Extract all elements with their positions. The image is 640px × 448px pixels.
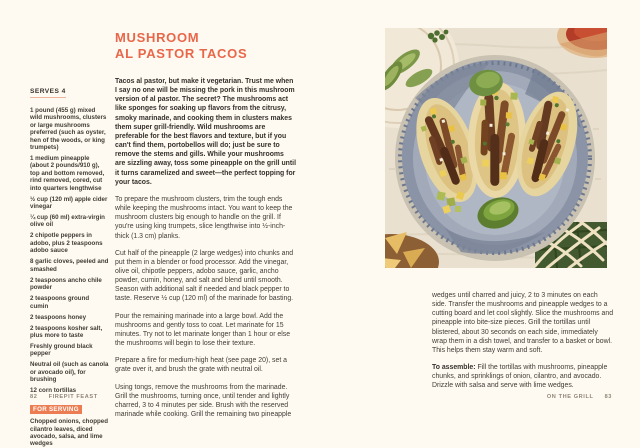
ingredient-item: ½ cup (120 ml) apple cider vinegar [30,195,108,211]
recipe-step: Cut half of the pineapple (2 large wedges) into chunks and put them in a blender or food processor. Add the vinegar, olive oil, chipotle peppers, adobo sauce, garlic, ancho powder, cumin, honey, and salt and blend until smooth. Season with additional salt if needed and black pepper to taste. Reserve ½ cup (120 ml) of the marinade for basting. [115,249,294,303]
for-serving-items: Chopped onions, chopped cilantro leaves, diced avocado, salsa, and lime wedges [30,418,109,448]
ingredient-item: 1 pound (455 g) mixed wild mushrooms, clusters or large mushrooms preferred (such as oyster, hen of the woods, or king trumpets) [30,107,107,152]
ingredient-item: 2 chipotle peppers in adobo, plus 2 teaspoons adobo sauce [30,232,103,255]
recipe-step: Prepare a fire for medium-high heat (see page 20), set a grate over it, and brush the grate with neutral oil. [115,357,287,374]
recipe-step: Pour the remaining marinade into a large bowl. Add the mushrooms and gently toss to coat. Let marinate for 15 minutes. Try not to let marinate longer than 1 hour or else the mushrooms will begin to lose their texture. [115,312,291,348]
recipe-main-column [115,30,296,427]
right-section-title: ON THE GRILL [546,394,594,400]
ingredients-sidebar [30,80,109,448]
recipe-step: To prepare the mushroom clusters, trim the tough ends while keeping the mushrooms intact. You want to keep the mushroom clusters big enough to handle on the grill. If you're using king trumpets, slice lengthwise into ½-inch-thick (1.3 cm) planks. [115,195,293,240]
ingredients-list [30,107,109,395]
left-section-title: FIREPIT FEAST [48,394,98,400]
ingredient-item: 2 teaspoons honey [30,313,87,321]
right-page-footer [547,394,612,400]
recipe-title-line2: AL PASTOR TACOS [115,46,248,61]
recipe-continued-column [432,291,614,399]
ingredient-item: Neutral oil (such as canola or avocado oil), for brushing [30,361,109,384]
recipe-steps [115,195,296,419]
ingredient-item: 2 teaspoons ancho chile powder [30,276,102,292]
left-page-number: 82 [30,394,38,400]
right-page-number: 83 [604,394,612,400]
left-page-footer [30,394,98,400]
recipe-continued-paragraph: wedges until charred and juicy, 2 to 3 minutes on each side. Transfer the mushrooms and pineapple wedges to a cutting board and let cool slightly. Slice the mushrooms and pineapple into bite-size pieces. Grill the tortillas until blistered, about 30 seconds on each side, immediately wrap them in a dish towel, and transfer to a basket or bowl. This helps them stay warm and soft. [432,292,614,354]
assemble-label: To assemble: [432,364,476,372]
ingredient-item: 1 medium pineapple (about 2 pounds/910 g), top and bottom removed, rind removed, cored, cut into quarters lengthwise [30,155,105,192]
ingredient-item: ¼ cup (60 ml) extra-virgin olive oil [30,214,105,229]
assemble-text: Fill the tortillas with mushrooms, pineapple chunks, and sprinklings of onion, cilantro, and avocado. Drizzle with salsa and serve with lime wedges. [432,364,608,390]
ingredient-item: 8 garlic cloves, peeled and smashed [30,258,109,273]
recipe-title-line1: MUSHROOM [115,30,200,45]
recipe-intro: Tacos al pastor, but make it vegetarian. Trust me when I say no one will be missing the pork in this mushroom version of al pastor. The secret? The mushrooms act like sponges for soaking up flavors from the citrusy, smoky marinade, and cooking them in clusters makes them super grill-friendly. Wild mushrooms are preferable for the best flavors and texture, but if you can't find them, portobellos will do; just be sure to remove the stems and gills. While your mushrooms are sizzling away, toss some pineapple on the grill until it turns caramelized and sweet—the perfect topping for your tacos. [115,78,296,186]
recipe-step: Using tongs, remove the mushrooms from the marinade. Grill the mushrooms, turning once, until tender and lightly charred, 3 to 4 minutes per side. Brush with the reserved marinade while cooking. Grill the remaining two pineapple [115,383,292,418]
ingredient-item: Freshly ground black pepper [30,342,93,358]
ingredient-item: 12 corn tortillas [30,387,77,395]
assemble-paragraph [432,363,614,390]
tacos-photo [385,28,607,268]
serves-label: SERVES 4 [30,88,66,98]
right-page [330,0,640,422]
tacos-photo-illustration [385,28,607,268]
recipe-title [115,30,296,62]
ingredient-item: 2 teaspoons kosher salt, plus more to taste [30,324,103,339]
ingredient-item: 2 teaspoons ground cumin [30,295,90,310]
for-serving-label: FOR SERVING [30,405,82,415]
